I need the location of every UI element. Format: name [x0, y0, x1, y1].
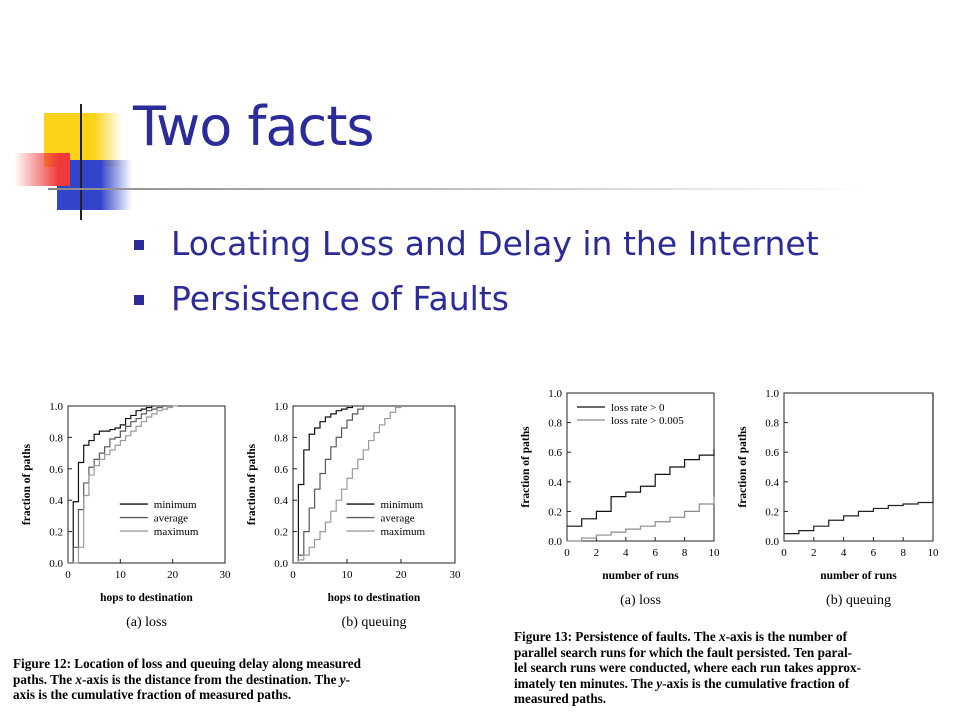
bullet-item-locating-loss [134, 222, 819, 277]
bullet-item-persistence [134, 277, 819, 332]
x-tick-label: 2 [811, 547, 817, 559]
y-tick-label: 0.2 [548, 506, 562, 519]
y-tick-label: 0.4 [274, 495, 288, 508]
fig13-loss-chart [510, 380, 732, 612]
series-line-queuing [784, 393, 933, 534]
caption-text: - [345, 671, 351, 687]
x-axis-label: hops to destination [327, 592, 421, 604]
x-tick-label: 20 [395, 569, 407, 581]
legend-label: loss rate > 0 [611, 402, 665, 414]
caption-text: Figure 12: Location of loss and queuing delay along measured [13, 656, 361, 671]
y-tick-label: 0.6 [274, 463, 288, 476]
y-tick-label: 0.0 [49, 558, 63, 570]
y-axis-label: fraction of paths [246, 443, 258, 526]
y-tick-label: 0.2 [765, 506, 779, 519]
caption-text: -axis is the number of [725, 629, 847, 644]
y-tick-label: 0.8 [548, 417, 562, 430]
x-tick-label: 4 [623, 547, 629, 559]
caption-text: paths. The [13, 671, 76, 687]
x-tick-label: 10 [708, 547, 720, 559]
caption-text: parallel search runs for which the fault persisted. Ten paral- [514, 644, 852, 660]
y-tick-label: 0.2 [274, 526, 288, 539]
legend-label: average [153, 512, 189, 525]
decor-vertical-line [80, 104, 82, 220]
x-tick-label: 6 [870, 547, 877, 559]
x-tick-label: 4 [840, 547, 847, 559]
fig12-caption [13, 656, 463, 703]
fig13-caption [514, 629, 944, 707]
y-tick-label: 0.4 [765, 476, 779, 489]
decor-red-block [14, 153, 70, 186]
bullet-square-icon [134, 240, 144, 250]
series-line-minimum [68, 406, 152, 563]
caption-text: lel search runs were conducted, where each run takes approx- [514, 660, 862, 675]
x-tick-label: 8 [900, 547, 906, 559]
x-axis-label: hops to destination [100, 592, 193, 604]
y-tick-label: 0.4 [49, 495, 63, 508]
y-tick-label: 0.8 [274, 432, 288, 445]
y-tick-label: 1.0 [274, 401, 288, 413]
bullet-list [134, 222, 819, 332]
legend-label: maximum [380, 526, 426, 539]
y-axis-label: fraction of paths [21, 443, 33, 526]
y-tick-label: 0.0 [548, 536, 562, 548]
series-line-minimum [293, 406, 352, 563]
bullet-text: Persistence of Faults [171, 279, 509, 318]
caption-text: Figure 13: Persistence of faults. The [514, 629, 719, 644]
caption-text: axis is the cumulative fraction of measured paths. [13, 687, 292, 702]
x-tick-label: 6 [652, 547, 658, 559]
bullet-square-icon [134, 295, 144, 305]
caption-axis-variable: x [75, 671, 83, 687]
legend-label: maximum [153, 526, 199, 539]
y-tick-label: 0.0 [274, 558, 288, 570]
bullet-text: Locating Loss and Delay in the Internet [171, 224, 819, 263]
series-line-loss-rate-0 [567, 449, 714, 526]
series-line-maximum [68, 406, 178, 563]
x-tick-label: 30 [219, 569, 231, 581]
y-tick-label: 0.4 [548, 476, 562, 489]
x-tick-label: 0 [781, 547, 787, 559]
x-axis-label: number of runs [820, 570, 897, 582]
title-underline [48, 188, 868, 190]
caption-text: measured paths. [514, 691, 607, 706]
fig13-queuing-chart [728, 380, 943, 612]
caption-axis-variable: x [719, 629, 726, 644]
y-tick-label: 0.2 [49, 526, 63, 539]
subcaption: (a) loss [620, 593, 661, 608]
y-tick-label: 1.0 [765, 388, 779, 400]
caption-axis-variable: y [339, 671, 346, 687]
plot-frame [68, 406, 225, 563]
subcaption: (a) loss [126, 615, 167, 630]
legend-label: loss rate > 0.005 [611, 415, 684, 427]
caption-axis-variable: y [656, 675, 663, 691]
decor-blue-block-fade [100, 160, 132, 210]
caption-text: -axis is the cumulative fraction of [662, 675, 850, 691]
x-tick-label: 2 [593, 547, 600, 559]
plot-frame [784, 393, 933, 541]
x-tick-label: 10 [341, 569, 353, 581]
y-tick-label: 0.6 [765, 447, 779, 460]
subcaption: (b) queuing [826, 593, 891, 608]
fig12-loss-chart [10, 393, 235, 630]
x-tick-label: 30 [449, 569, 461, 581]
x-axis-label: number of runs [602, 570, 679, 582]
slide-title: Two facts [133, 95, 374, 158]
x-tick-label: 10 [114, 569, 126, 581]
y-tick-label: 1.0 [49, 401, 63, 413]
y-tick-label: 0.8 [49, 432, 63, 445]
x-tick-label: 0 [65, 569, 71, 581]
series-line-maximum [293, 406, 401, 563]
decor-yellow-block-fade [94, 113, 122, 167]
y-tick-label: 0.8 [765, 417, 779, 430]
y-tick-label: 0.0 [765, 536, 779, 548]
x-tick-label: 8 [681, 547, 688, 559]
subcaption: (b) queuing [341, 615, 407, 630]
legend-label: minimum [153, 499, 197, 512]
legend-label: minimum [380, 499, 424, 512]
caption-text: -axis is the distance from the destination. The [82, 671, 340, 687]
y-axis-label: fraction of paths [737, 426, 749, 508]
y-tick-label: 0.6 [49, 463, 63, 476]
x-tick-label: 10 [927, 547, 939, 559]
x-tick-label: 0 [564, 547, 570, 559]
y-tick-label: 1.0 [548, 388, 562, 400]
x-tick-label: 0 [290, 569, 296, 581]
y-axis-label: fraction of paths [520, 426, 532, 508]
fig12-queuing-chart [243, 393, 465, 630]
caption-text: imately ten minutes. The [514, 675, 657, 691]
y-tick-label: 0.6 [548, 447, 562, 460]
x-tick-label: 20 [167, 569, 179, 581]
legend-label: average [380, 512, 415, 525]
